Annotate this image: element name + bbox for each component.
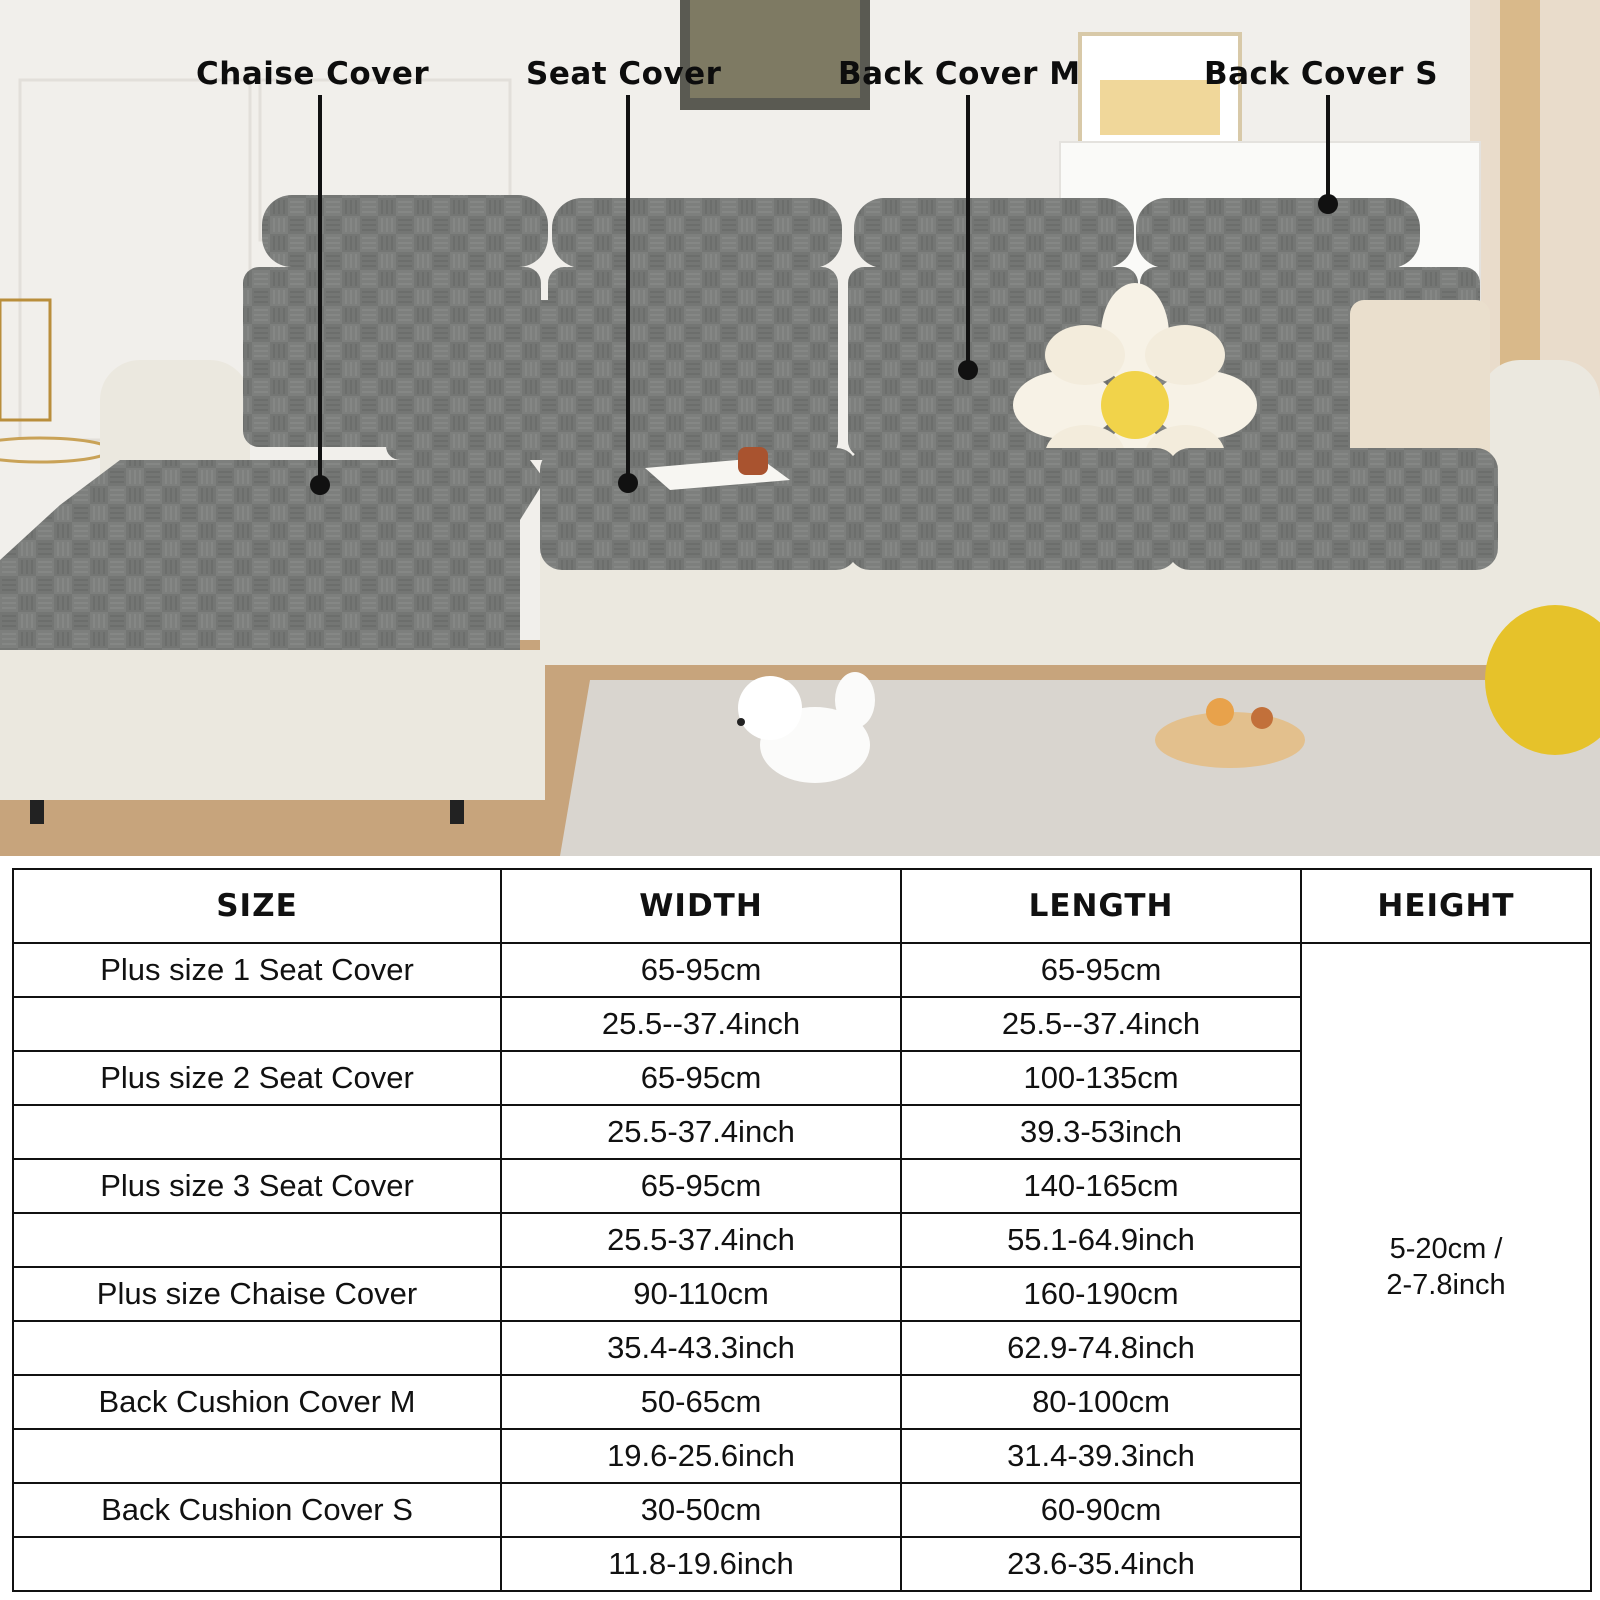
header-width: WIDTH [501, 869, 901, 943]
width-cell: 30-50cm [501, 1483, 901, 1537]
height-cell [1301, 943, 1591, 1591]
height-inch: 2-7.8inch [1386, 1269, 1506, 1301]
back-cover-s-callout: Back Cover S [1204, 56, 1439, 92]
size-cell [13, 1105, 501, 1159]
size-cell: Plus size Chaise Cover [13, 1267, 501, 1321]
chaise-cover-callout: Chaise Cover [196, 56, 430, 92]
width-cell: 65-95cm [501, 943, 901, 997]
table-header-row [13, 869, 1591, 943]
length-cell: 160-190cm [901, 1267, 1301, 1321]
width-cell: 50-65cm [501, 1375, 901, 1429]
length-cell: 25.5--37.4inch [901, 997, 1301, 1051]
header-length: LENGTH [901, 869, 1301, 943]
size-cell [13, 1537, 501, 1591]
table-row [13, 943, 1591, 997]
width-cell: 65-95cm [501, 1051, 901, 1105]
size-cell [13, 1429, 501, 1483]
length-cell: 140-165cm [901, 1159, 1301, 1213]
size-cell: Plus size 2 Seat Cover [13, 1051, 501, 1105]
size-table [12, 868, 1592, 1592]
length-cell: 100-135cm [901, 1051, 1301, 1105]
width-cell: 35.4-43.3inch [501, 1321, 901, 1375]
length-cell: 80-100cm [901, 1375, 1301, 1429]
size-cell: Back Cushion Cover M [13, 1375, 501, 1429]
width-cell: 25.5--37.4inch [501, 997, 901, 1051]
width-cell: 19.6-25.6inch [501, 1429, 901, 1483]
header-height: HEIGHT [1301, 869, 1591, 943]
length-cell: 55.1-64.9inch [901, 1213, 1301, 1267]
length-cell: 60-90cm [901, 1483, 1301, 1537]
length-cell: 31.4-39.3inch [901, 1429, 1301, 1483]
width-cell: 65-95cm [501, 1159, 901, 1213]
width-cell: 25.5-37.4inch [501, 1213, 901, 1267]
size-cell [13, 1213, 501, 1267]
width-cell: 11.8-19.6inch [501, 1537, 901, 1591]
header-size: SIZE [13, 869, 501, 943]
size-cell: Back Cushion Cover S [13, 1483, 501, 1537]
length-cell: 23.6-35.4inch [901, 1537, 1301, 1591]
back-cover-m-callout: Back Cover M [838, 56, 1081, 92]
length-cell: 62.9-74.8inch [901, 1321, 1301, 1375]
seat-cover-callout: Seat Cover [526, 56, 722, 92]
size-cell [13, 997, 501, 1051]
size-chart [12, 868, 1590, 1588]
width-cell: 25.5-37.4inch [501, 1105, 901, 1159]
height-cm: 5-20cm / [1389, 1233, 1503, 1265]
length-cell: 39.3-53inch [901, 1105, 1301, 1159]
width-cell: 90-110cm [501, 1267, 901, 1321]
size-cell: Plus size 1 Seat Cover [13, 943, 501, 997]
length-cell: 65-95cm [901, 943, 1301, 997]
size-cell: Plus size 3 Seat Cover [13, 1159, 501, 1213]
size-cell [13, 1321, 501, 1375]
